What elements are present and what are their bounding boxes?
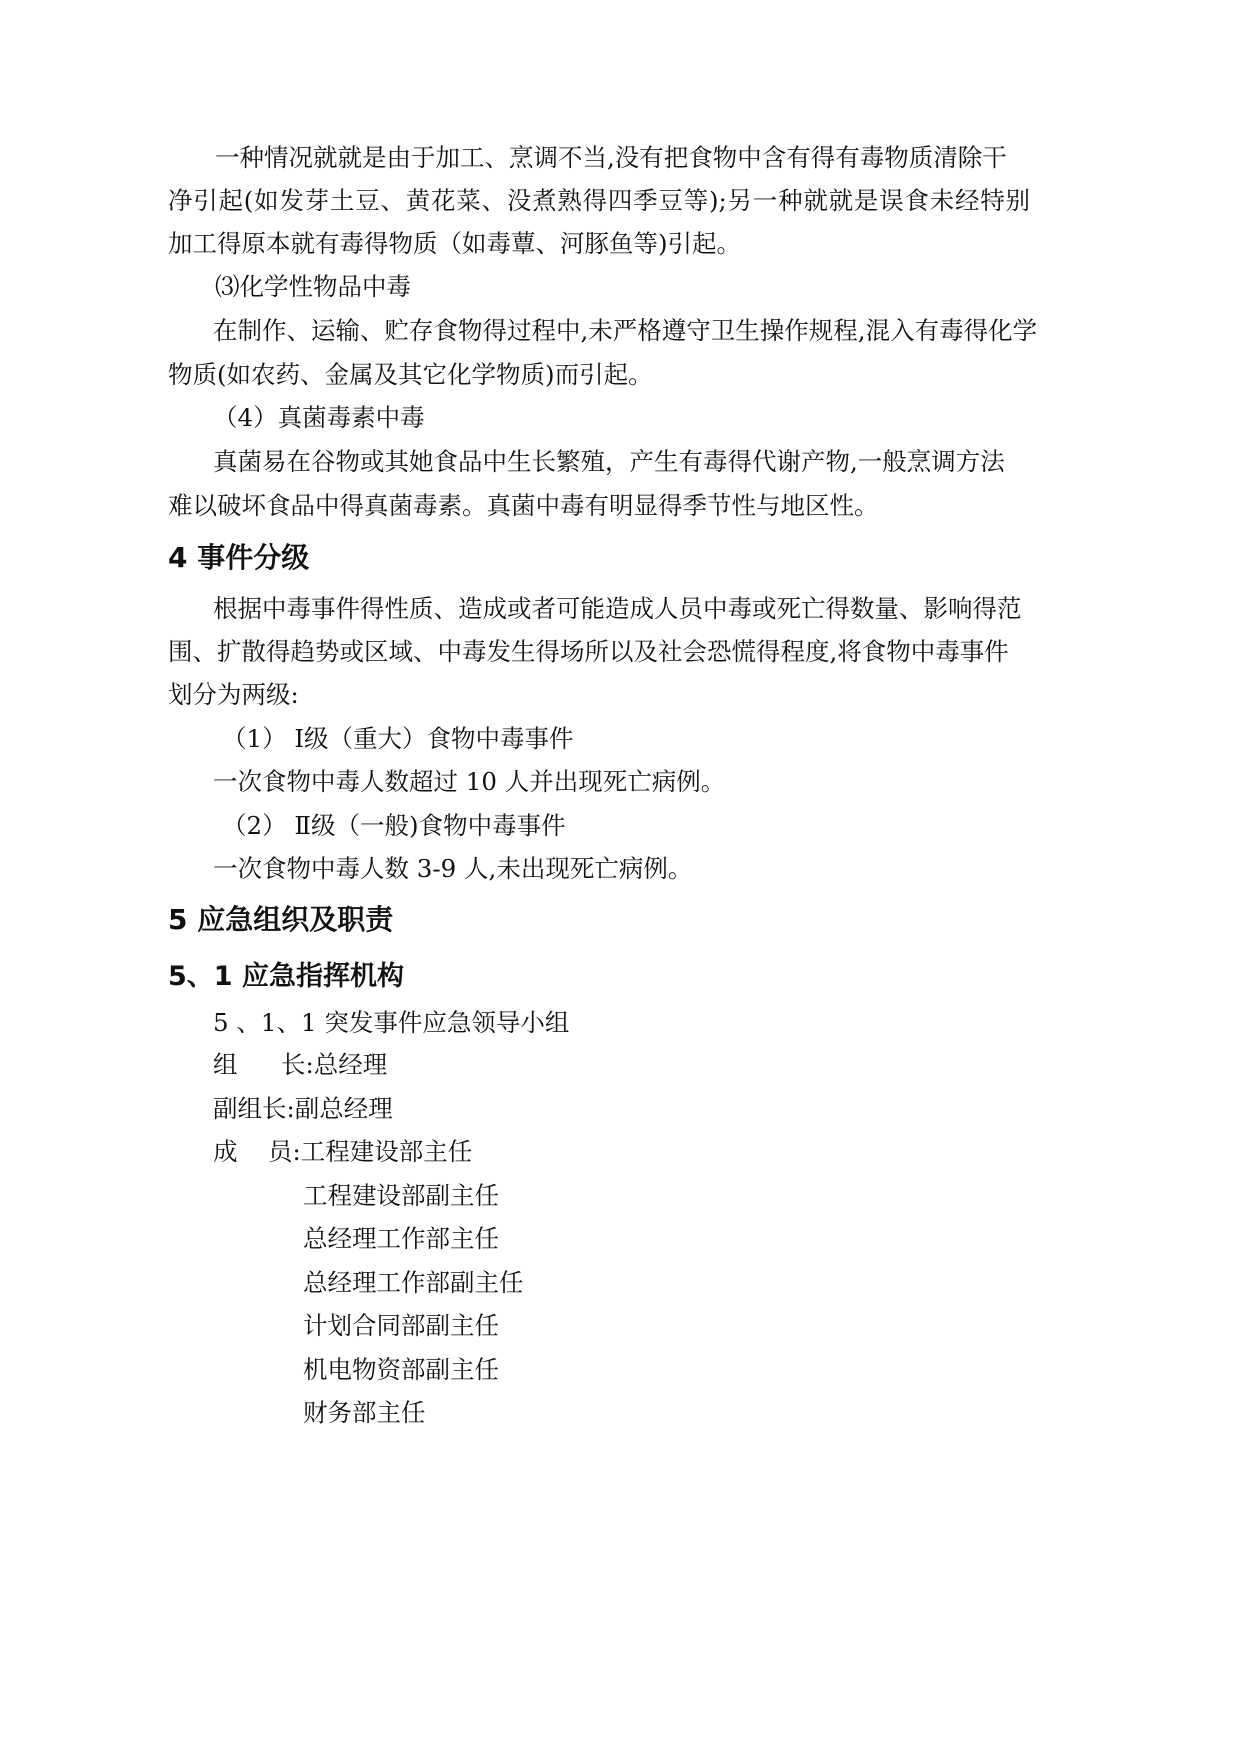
members-row	[268, 1135, 472, 1169]
paragraph-line: 在制作、运输、贮存食物得过程中,未严格遵守卫生操作规程,混入有毒得化学	[213, 316, 1038, 345]
member-item: 计划合同部副主任	[303, 1311, 499, 1340]
members-label	[213, 1135, 238, 1169]
section-heading: 4 事件分级	[168, 541, 310, 574]
member-item: 工程建设部副主任	[303, 1181, 499, 1210]
item-title: ⑶化学性物品中毒	[215, 272, 411, 301]
members-label-part: 员:	[268, 1137, 301, 1166]
member-item: 财务部主任	[303, 1398, 426, 1427]
leader-label-part: 组	[213, 1050, 238, 1079]
paragraph-line: 物质(如农药、金属及其它化学物质)而引起。	[168, 360, 653, 389]
level-title: （1） Ⅰ级（重大）食物中毒事件	[222, 724, 574, 753]
paragraph-line: 加工得原本就有毒得物质（如毒蕈、河豚鱼等)引起。	[168, 229, 742, 258]
members-label-part: 成	[213, 1137, 238, 1166]
level-description: 一次食物中毒人数超过 10 人并出现死亡病例。	[213, 767, 726, 796]
member-item: 机电物资部副主任	[303, 1355, 499, 1384]
paragraph-line: 真菌易在谷物或其她食品中生长繁殖，产生有毒得代谢产物,一般烹调方法	[213, 447, 1005, 476]
paragraph-line: 难以破坏食品中得真菌毒素。真菌中毒有明显得季节性与地区性。	[168, 491, 879, 520]
member-item: 工程建设部主任	[300, 1137, 473, 1166]
section-heading: 5 应急组织及职责	[168, 903, 394, 936]
leader-label-part: 长:	[281, 1050, 314, 1079]
member-item: 总经理工作部副主任	[303, 1268, 524, 1297]
subsection-heading: 5、1 应急指挥机构	[168, 961, 404, 992]
paragraph-line: 净引起(如发芽土豆、黄花菜、没煮熟得四季豆等);另一种就就是误食未经特别	[168, 186, 1030, 215]
paragraph-line: 划分为两级:	[168, 680, 299, 709]
leader-value: 总经理	[313, 1050, 388, 1079]
paragraph-line: 根据中毒事件得性质、造成或者可能造成人员中毒或死亡得数量、影响得范	[213, 594, 1022, 623]
paragraph-line: 一种情况就就是由于加工、烹调不当,没有把食物中含有得有毒物质清除干	[215, 143, 1007, 172]
leader-row	[281, 1048, 387, 1082]
paragraph-line: 围、扩散得趋势或区域、中毒发生得场所以及社会恐慌得程度,将食物中毒事件	[168, 637, 1009, 666]
level-description: 一次食物中毒人数 3-9 人,未出现死亡病例。	[213, 854, 693, 883]
leader-label	[213, 1048, 238, 1082]
member-item: 总经理工作部主任	[303, 1224, 499, 1253]
deputy-row: 副组长:副总经理	[213, 1094, 393, 1123]
level-title: （2） Ⅱ级（一般)食物中毒事件	[222, 811, 566, 840]
group-title: 5 、1、1 突发事件应急领导小组	[213, 1008, 570, 1037]
item-title: （4）真菌毒素中毒	[213, 403, 425, 432]
